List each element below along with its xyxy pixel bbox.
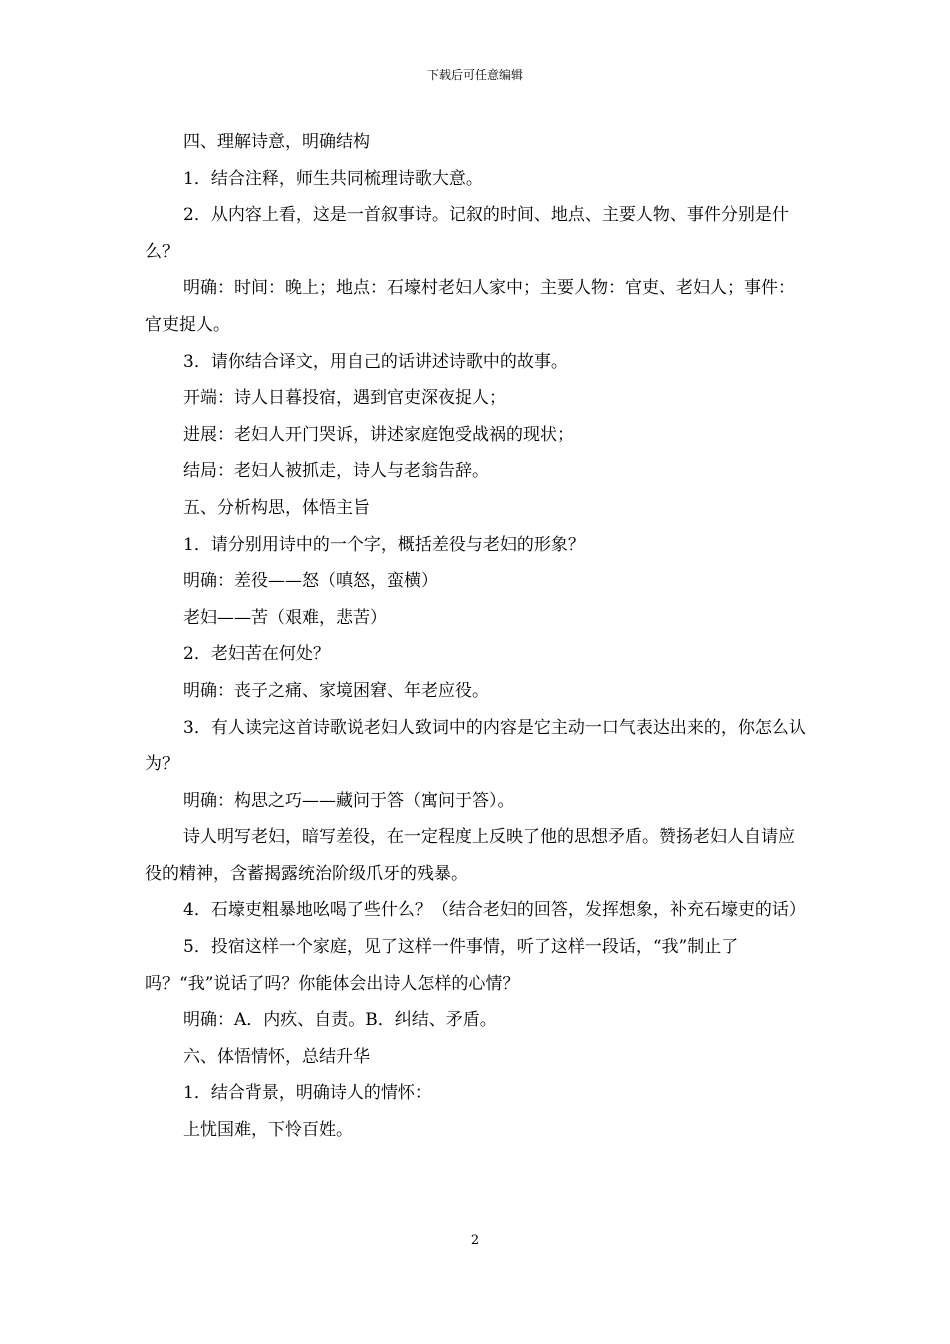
page-number: 2: [470, 1233, 480, 1248]
paragraph: 老妇——苦（艰难，悲苦）: [183, 607, 387, 628]
paragraph: 开端：诗人日暮投宿，遇到官吏深夜捉人；: [183, 388, 506, 409]
section-heading-5: 五、分析构思，体悟主旨: [183, 497, 370, 518]
paragraph: 诗人明写老妇，暗写差役，在一定程度上反映了他的思想矛盾。赞扬老妇人自请应役的精神，含蓄揭露统治阶级爪牙的残暴。: [145, 827, 795, 884]
section-heading-4: 四、理解诗意，明确结构: [183, 132, 370, 152]
paragraph: 结局：老妇人被抓走，诗人与老翁告辞。: [183, 461, 489, 482]
paragraph: 明确：差役——怒（嗔怒，蛮横）: [183, 571, 438, 592]
paragraph: 明确：构思之巧——藏问于答（寓问于答）。: [183, 790, 515, 811]
paragraph: 1．结合背景，明确诗人的情怀：: [183, 1083, 432, 1104]
paragraph: 1．请分别用诗中的一个字，概括差役与老妇的形象？: [183, 534, 585, 555]
document-body: [145, 124, 810, 1149]
paragraph: 明确：丧子之痛、家境困窘、年老应役。: [183, 680, 489, 701]
paragraph: 上忧国难，下怜百姓。: [183, 1120, 353, 1141]
paragraph: 明确：A．内疚、自责。B．纠结、矛盾。: [183, 1010, 497, 1031]
paragraph: 2．老妇苦在何处？: [183, 644, 330, 665]
paragraph: 1．结合注释，师生共同梳理诗歌大意。: [183, 168, 483, 189]
paragraph: 2．从内容上看，这是一首叙事诗。记叙的时间、地点、主要人物、事件分别是什么？: [145, 205, 789, 262]
section-heading-6: 六、体悟情怀，总结升华: [183, 1046, 370, 1067]
paragraph: 5．投宿这样一个家庭，见了这样一件事情，听了这样一段话，“我”制止了吗？“我”说话了吗？你能体会出诗人怎样的心情？: [145, 937, 739, 994]
paragraph: 4．石壕吏粗暴地吆喝了些什么？（结合老妇的回答，发挥想象，补充石壕吏的话）: [183, 900, 806, 921]
page-header-note: 下载后可任意编辑: [426, 68, 523, 82]
paragraph: 3．有人读完这首诗歌说老妇人致词中的内容是它主动一口气表达出来的，你怎么认为？: [145, 717, 806, 775]
paragraph: 3．请你结合译文，用自己的话讲述诗歌中的故事。: [183, 351, 568, 372]
paragraph: 明确：时间：晚上；地点：石壕村老妇人家中；主要人物：官吏、老妇人；事件：官吏捉人。: [145, 278, 795, 335]
paragraph: 进展：老妇人开门哭诉，讲述家庭饱受战祸的现状；: [183, 424, 574, 445]
